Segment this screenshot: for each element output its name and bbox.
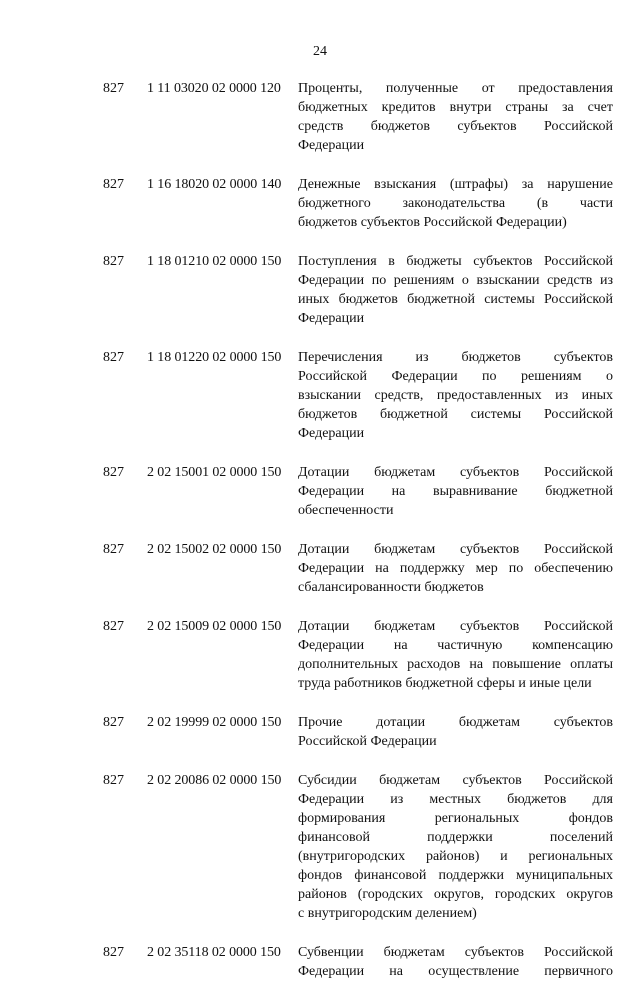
budget-classification-code: 1 11 03020 02 0000 120 [147, 81, 281, 96]
description-line: Субсидии бюджетам субъектов Российской [298, 773, 613, 788]
budget-code-row [0, 771, 640, 923]
administrator-code: 827 [103, 350, 124, 365]
description-line: средств бюджетов субъектов Российской [298, 119, 613, 134]
description-line: бюджетных кредитов внутри страны за счет [298, 100, 613, 115]
budget-code-row [0, 540, 640, 597]
description-line: бюджетов бюджетной системы Российской [298, 407, 613, 422]
budget-classification-code: 2 02 15002 02 0000 150 [147, 542, 282, 557]
budget-classification-code: 1 18 01220 02 0000 150 [147, 350, 282, 365]
revenue-description [298, 348, 613, 443]
administrator-code: 827 [103, 945, 124, 960]
description-line: Перечисления из бюджетов субъектов [298, 350, 613, 365]
budget-classification-code: 2 02 19999 02 0000 150 [147, 715, 282, 730]
description-line: Дотации бюджетам субъектов Российской [298, 465, 613, 480]
description-line: Федерации на осуществление первичного [298, 964, 613, 979]
budget-classification-code: 1 18 01210 02 0000 150 [147, 254, 282, 269]
budget-code-row [0, 252, 640, 328]
revenue-description [298, 540, 613, 597]
description-line: взыскании средств, предоставленных из иных [298, 388, 613, 403]
description-line: Дотации бюджетам субъектов Российской [298, 619, 613, 634]
administrator-code: 827 [103, 254, 124, 269]
description-line: Российской Федерации [298, 734, 437, 749]
budget-classification-code: 1 16 18020 02 0000 140 [147, 177, 282, 192]
administrator-code: 827 [103, 177, 124, 192]
description-line: с внутригородским делением) [298, 906, 477, 921]
budget-code-row [0, 617, 640, 693]
page-number: 24 [313, 44, 327, 59]
description-line: Федерации [298, 426, 365, 441]
revenue-description [298, 463, 613, 520]
revenue-description [298, 79, 613, 155]
budget-code-row [0, 463, 640, 520]
budget-classification-code: 2 02 15009 02 0000 150 [147, 619, 282, 634]
revenue-description [298, 713, 613, 751]
description-line: фондов финансовой поддержки муниципальных [298, 868, 613, 883]
budget-classification-code: 2 02 15001 02 0000 150 [147, 465, 282, 480]
description-line: Федерации [298, 311, 365, 326]
description-line: Федерации на поддержку мер по обеспечению [298, 561, 613, 576]
administrator-code: 827 [103, 773, 124, 788]
description-line: формирования региональных фондов [298, 811, 613, 826]
description-line: Федерации по решениям о взыскании средств из [298, 273, 613, 288]
description-line: Проценты, полученные от предоставления [298, 81, 613, 96]
description-line: Российской Федерации по решениям о [298, 369, 613, 384]
description-line: Поступления в бюджеты субъектов Российской [298, 254, 613, 269]
revenue-description [298, 771, 613, 923]
administrator-code: 827 [103, 465, 124, 480]
budget-code-row [0, 713, 640, 751]
administrator-code: 827 [103, 81, 124, 96]
description-line: бюджетного законодательства (в части [298, 196, 613, 211]
budget-code-row [0, 943, 640, 981]
description-line: финансовой поддержки поселений [298, 830, 613, 845]
description-line: обеспеченности [298, 503, 394, 518]
budget-code-row [0, 348, 640, 443]
description-line: Дотации бюджетам субъектов Российской [298, 542, 613, 557]
description-line: Субвенции бюджетам субъектов Российской [298, 945, 613, 960]
budget-code-row [0, 175, 640, 232]
description-line: иных бюджетов бюджетной системы Российской [298, 292, 613, 307]
revenue-description [298, 252, 613, 328]
budget-code-list [0, 79, 640, 981]
administrator-code: 827 [103, 619, 124, 634]
description-line: Федерации на выравнивание бюджетной [298, 484, 613, 499]
description-line: труда работников бюджетной сферы и иные цели [298, 676, 592, 691]
budget-code-row [0, 79, 640, 155]
description-line: Прочие дотации бюджетам субъектов [298, 715, 613, 730]
description-line: Денежные взыскания (штрафы) за нарушение [298, 177, 613, 192]
revenue-description [298, 943, 613, 981]
description-line: (внутригородских районов) и региональных [298, 849, 613, 864]
description-line: Федерации на частичную компенсацию [298, 638, 613, 653]
description-line: сбалансированности бюджетов [298, 580, 484, 595]
budget-classification-code: 2 02 35118 02 0000 150 [147, 945, 281, 960]
revenue-description [298, 175, 613, 232]
description-line: дополнительных расходов на повышение оплаты [298, 657, 613, 672]
description-line: Федерации [298, 138, 365, 153]
budget-classification-code: 2 02 20086 02 0000 150 [147, 773, 282, 788]
revenue-description [298, 617, 613, 693]
administrator-code: 827 [103, 542, 124, 557]
description-line: Федерации из местных бюджетов для [298, 792, 613, 807]
description-line: районов (городских округов, городских округов [298, 887, 613, 902]
description-line: бюджетов субъектов Российской Федерации) [298, 215, 567, 230]
administrator-code: 827 [103, 715, 124, 730]
